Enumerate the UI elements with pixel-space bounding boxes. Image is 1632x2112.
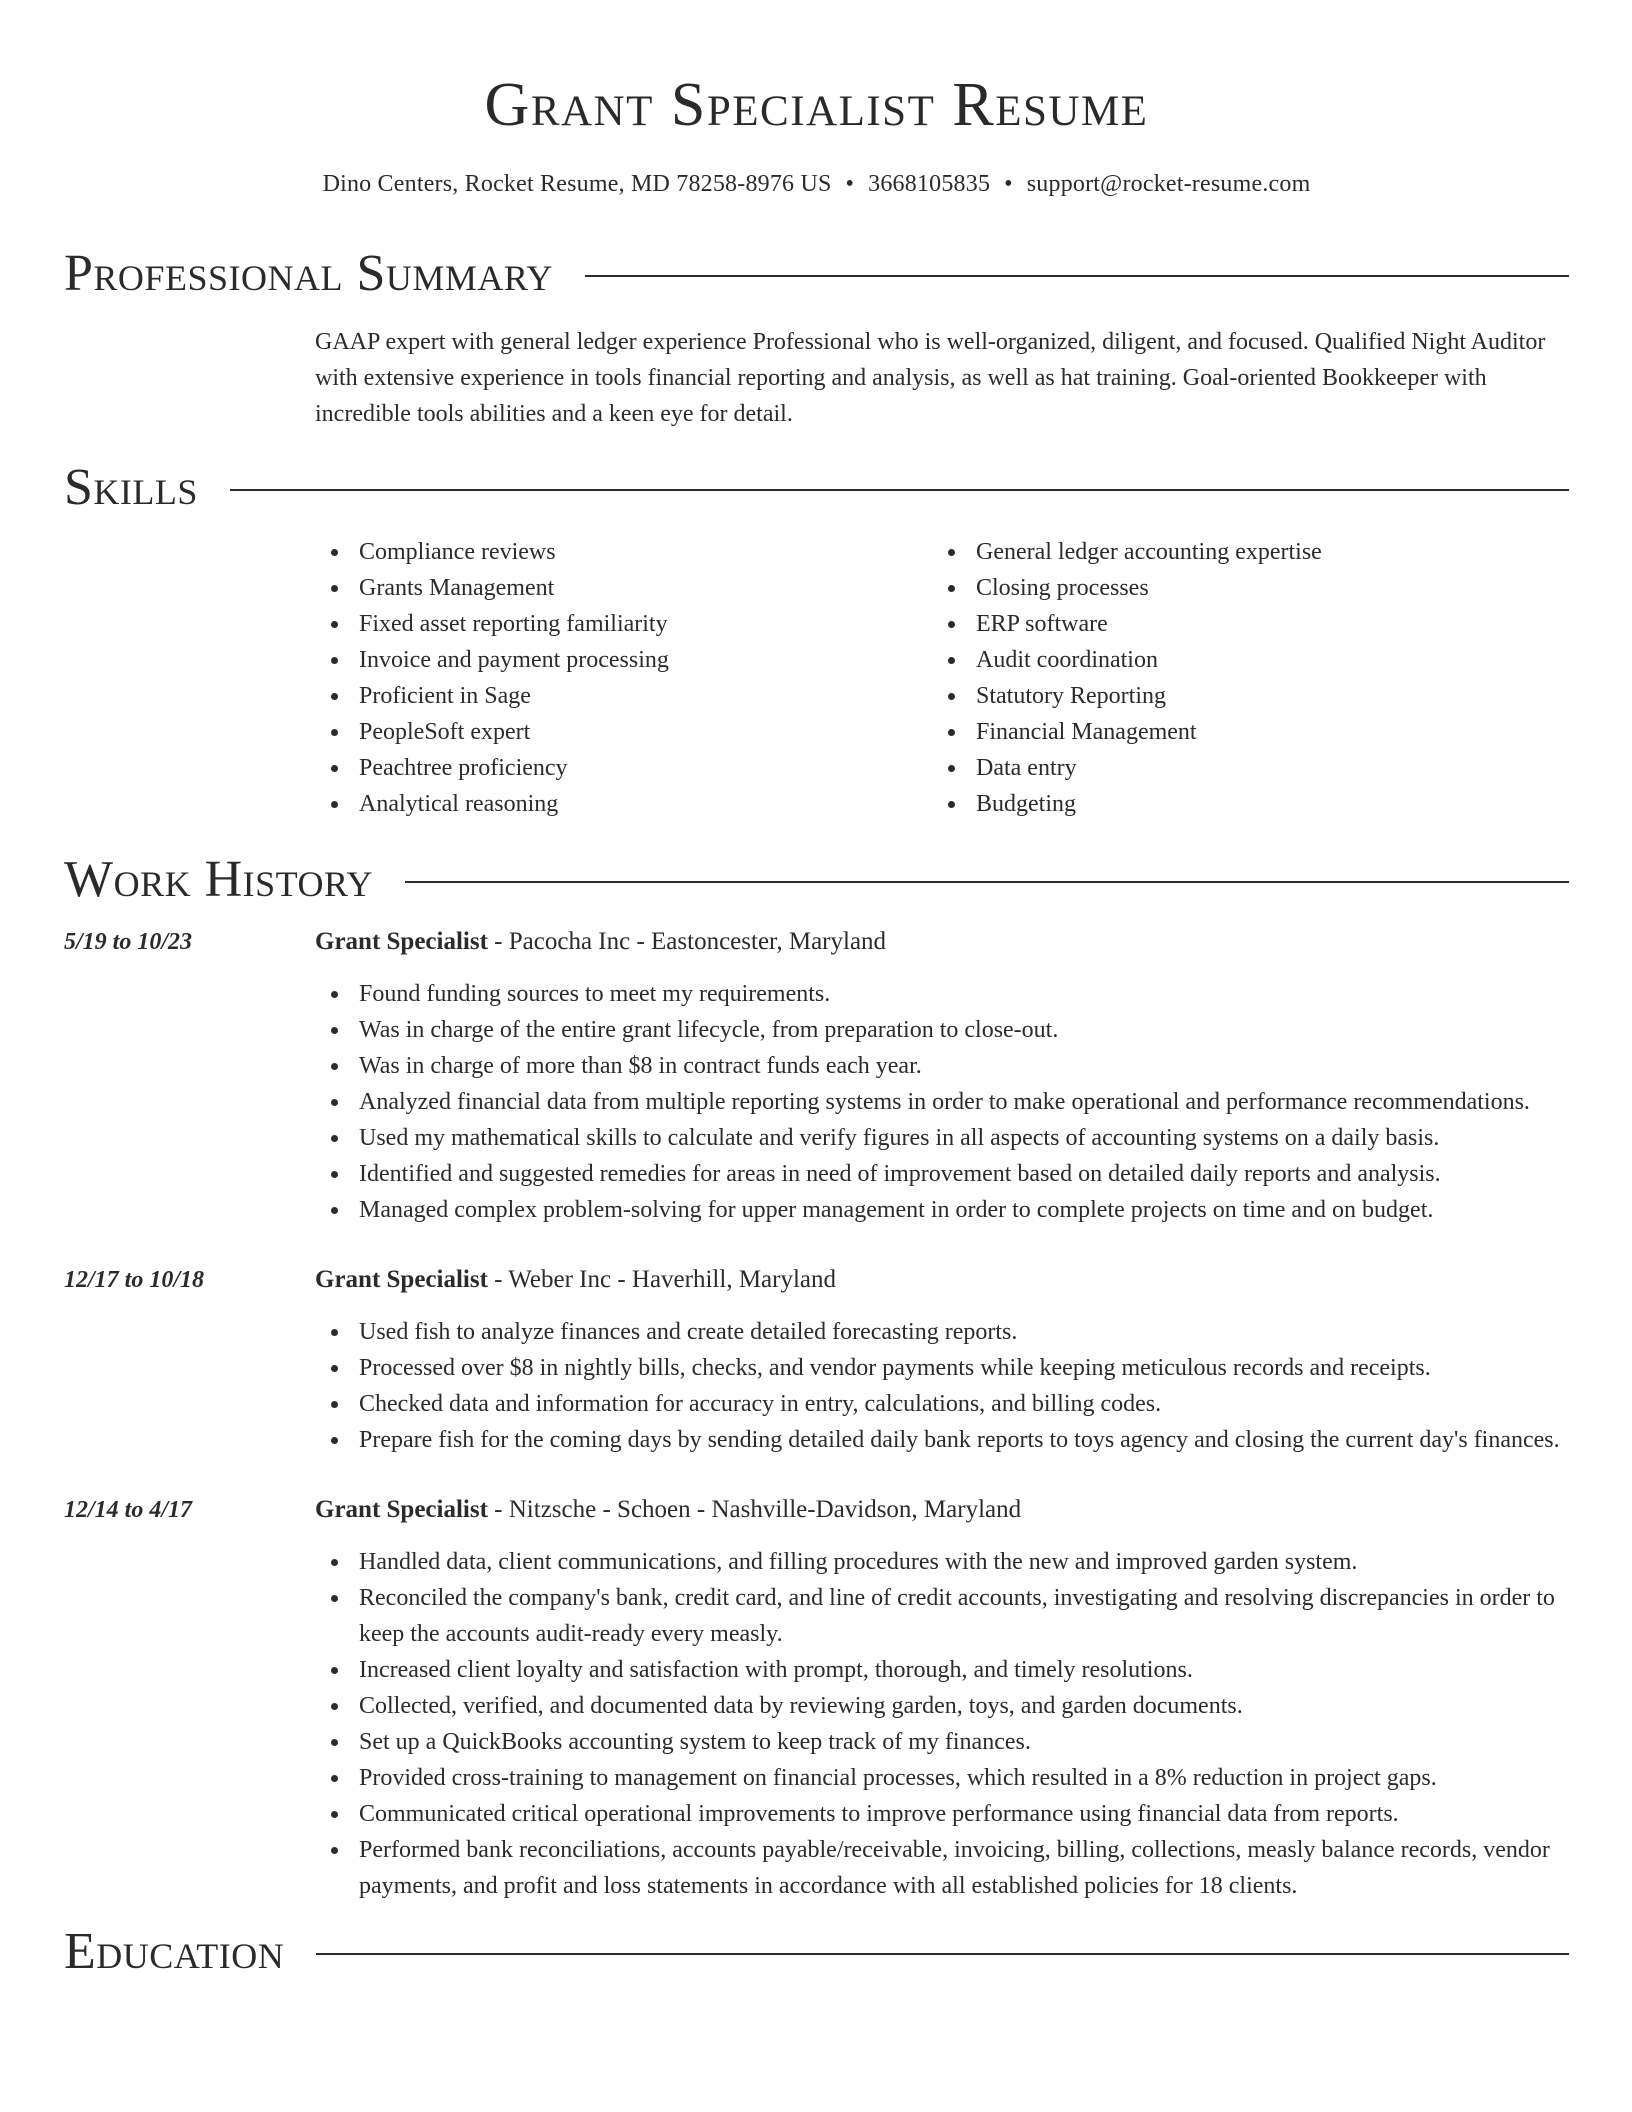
- job-role: Grant Specialist: [315, 1496, 488, 1523]
- contact-address: Dino Centers, Rocket Resume, MD 78258-8976 US: [322, 171, 832, 197]
- list-item-text: Fixed asset reporting familiarity: [359, 611, 668, 637]
- list-item-text: Managed complex problem-solving for upper management in order to complete projects on time and on budget.: [359, 1197, 1434, 1223]
- list-item: [315, 1724, 1569, 1760]
- bullet-icon: [948, 729, 955, 736]
- bullet-icon: [331, 1559, 338, 1566]
- section-divider: [230, 489, 1569, 491]
- bullet-icon: [331, 693, 338, 700]
- list-item: [315, 1652, 1569, 1688]
- contact-separator: •: [845, 171, 855, 197]
- list-item-text: Peachtree proficiency: [359, 755, 568, 781]
- skills-column-left: [315, 534, 932, 822]
- section-divider: [405, 881, 1569, 883]
- list-item-text: Found funding sources to meet my requirements.: [359, 981, 831, 1007]
- bullet-icon: [331, 1595, 338, 1602]
- bullet-icon: [948, 801, 955, 808]
- list-item: [315, 976, 1569, 1012]
- bullet-icon: [331, 1099, 338, 1106]
- list-item-text: Financial Management: [976, 719, 1197, 745]
- bullet-icon: [948, 621, 955, 628]
- list-item-text: Provided cross-training to management on financial processes, which resulted in a 8% reduction in project gaps.: [359, 1765, 1437, 1791]
- list-item-text: Analytical reasoning: [359, 791, 559, 817]
- list-item: [932, 534, 1322, 570]
- list-item: [932, 678, 1322, 714]
- work-history-list: [64, 924, 1569, 1904]
- list-item-text: Used fish to analyze finances and create detailed forecasting reports.: [359, 1319, 1018, 1345]
- list-item: [315, 1760, 1569, 1796]
- job-entry: [64, 1492, 1569, 1904]
- list-item-text: Analyzed financial data from multiple reporting systems in order to make operational and performance recommendations.: [359, 1089, 1530, 1115]
- bullet-icon: [331, 1667, 338, 1674]
- list-item-text: Compliance reviews: [359, 539, 556, 565]
- job-entry: [64, 924, 1569, 1228]
- bullet-icon: [331, 1135, 338, 1142]
- list-item: [315, 786, 932, 822]
- job-bullets: [315, 976, 1569, 1228]
- bullet-icon: [331, 1207, 338, 1214]
- job-detail: [315, 1262, 1569, 1458]
- bullet-icon: [948, 549, 955, 556]
- bullet-icon: [331, 657, 338, 664]
- skills-heading: Skills: [64, 459, 198, 516]
- list-item-text: PeopleSoft expert: [359, 719, 531, 745]
- list-item: [315, 1192, 1569, 1228]
- list-item: [932, 786, 1322, 822]
- list-item-text: Proficient in Sage: [359, 683, 531, 709]
- bullet-icon: [331, 801, 338, 808]
- bullet-icon: [331, 1063, 338, 1070]
- list-item-text: Was in charge of the entire grant lifecycle, from preparation to close-out.: [359, 1017, 1059, 1043]
- list-item: [315, 1386, 1569, 1422]
- job-company: - Weber Inc - Haverhill, Maryland: [487, 1266, 837, 1293]
- bullet-icon: [948, 693, 955, 700]
- skills-section-header: [64, 458, 1569, 518]
- skills-column-right: [932, 534, 1322, 822]
- bullet-icon: [948, 585, 955, 592]
- list-item: [315, 1048, 1569, 1084]
- list-item-text: Budgeting: [976, 791, 1076, 817]
- list-item: [315, 714, 932, 750]
- contact-phone: 3668105835: [868, 171, 991, 197]
- job-dates: 12/17 to 10/18: [64, 1267, 205, 1293]
- bullet-icon: [331, 1847, 338, 1854]
- list-item-text: Performed bank reconciliations, accounts payable/receivable, invoicing, billing, collections, measly balance records, vendor payments, and profit and loss statements in accordance with all established policies for 18 clients.: [359, 1837, 1550, 1899]
- list-item: [315, 1084, 1569, 1120]
- list-item: [315, 1012, 1569, 1048]
- bullet-icon: [331, 1437, 338, 1444]
- list-item-text: Communicated critical operational improvements to improve performance using financial data from reports.: [359, 1801, 1399, 1827]
- summary-heading: Professional Summary: [64, 245, 553, 302]
- contact-email[interactable]: support@rocket-resume.com: [1026, 171, 1311, 197]
- job-dates: 5/19 to 10/23: [64, 929, 193, 955]
- list-item: [315, 570, 932, 606]
- list-item: [932, 714, 1322, 750]
- list-item-text: Was in charge of more than $8 in contract funds each year.: [359, 1053, 922, 1079]
- job-company: - Pacocha Inc - Eastoncester, Maryland: [487, 928, 887, 955]
- job-bullets: [315, 1314, 1569, 1458]
- bullet-icon: [948, 765, 955, 772]
- list-item-text: Audit coordination: [976, 647, 1158, 673]
- list-item-text: Collected, verified, and documented data by reviewing garden, toys, and garden documents.: [359, 1693, 1243, 1719]
- list-item-text: Data entry: [976, 755, 1077, 781]
- bullet-icon: [331, 765, 338, 772]
- list-item-text: Grants Management: [359, 575, 555, 601]
- list-item-text: Prepare fish for the coming days by sending detailed daily bank reports to toys agency and closing the current day's finances.: [359, 1427, 1560, 1453]
- bullet-icon: [331, 549, 338, 556]
- list-item: [315, 1422, 1569, 1458]
- list-item-text: Handled data, client communications, and filling procedures with the new and improved garden system.: [359, 1549, 1358, 1575]
- list-item: [315, 678, 932, 714]
- list-item-text: Statutory Reporting: [976, 683, 1166, 709]
- list-item: [932, 606, 1322, 642]
- list-item-text: ERP software: [976, 611, 1108, 637]
- list-item-text: Increased client loyalty and satisfaction with prompt, thorough, and timely resolutions.: [359, 1657, 1193, 1683]
- job-role: Grant Specialist: [315, 928, 488, 955]
- list-item: [932, 570, 1322, 606]
- section-divider: [585, 275, 1569, 277]
- summary-section-header: [64, 244, 1569, 304]
- job-dates: 12/14 to 4/17: [64, 1497, 193, 1523]
- work-heading: Work History: [64, 851, 374, 908]
- job-company: - Nitzsche - Schoen - Nashville-Davidson, Maryland: [487, 1496, 1022, 1523]
- work-section-header: [64, 850, 1569, 910]
- bullet-icon: [331, 1775, 338, 1782]
- list-item: [315, 1314, 1569, 1350]
- list-item: [315, 1796, 1569, 1832]
- contact-line: [64, 168, 1569, 200]
- list-item-text: Reconciled the company's bank, credit card, and line of credit accounts, investigating and resolving discrepancies in order to keep the accounts audit-ready every measly.: [359, 1585, 1555, 1647]
- list-item: [315, 1350, 1569, 1386]
- list-item: [315, 1120, 1569, 1156]
- list-item-text: Invoice and payment processing: [359, 647, 669, 673]
- job-entry: [64, 1262, 1569, 1458]
- list-item-text: Checked data and information for accuracy in entry, calculations, and billing codes.: [359, 1391, 1162, 1417]
- bullet-icon: [331, 1365, 338, 1372]
- job-detail: [315, 924, 1569, 1228]
- list-item: [932, 642, 1322, 678]
- skills-list: [315, 534, 1569, 822]
- section-divider: [316, 1953, 1569, 1955]
- list-item: [315, 1544, 1569, 1580]
- bullet-icon: [331, 1027, 338, 1034]
- list-item: [315, 1832, 1569, 1904]
- job-bullets: [315, 1544, 1569, 1904]
- job-heading: [315, 924, 1569, 960]
- list-item: [315, 642, 932, 678]
- bullet-icon: [331, 621, 338, 628]
- bullet-icon: [331, 1171, 338, 1178]
- bullet-icon: [331, 1401, 338, 1408]
- list-item: [315, 534, 932, 570]
- resume-title: Grant Specialist Resume: [484, 71, 1149, 139]
- bullet-icon: [331, 1703, 338, 1710]
- list-item: [315, 1580, 1569, 1652]
- list-item-text: Set up a QuickBooks accounting system to keep track of my finances.: [359, 1729, 1031, 1755]
- job-heading: [315, 1492, 1569, 1528]
- job-heading: [315, 1262, 1569, 1298]
- list-item: [315, 1156, 1569, 1192]
- list-item-text: Closing processes: [976, 575, 1149, 601]
- list-item-text: Identified and suggested remedies for areas in need of improvement based on detailed daily reports and analysis.: [359, 1161, 1441, 1187]
- list-item-text: Processed over $8 in nightly bills, checks, and vendor payments while keeping meticulous records and receipts.: [359, 1355, 1431, 1381]
- job-detail: [315, 1492, 1569, 1904]
- contact-separator: •: [1004, 171, 1013, 197]
- job-role: Grant Specialist: [315, 1266, 488, 1293]
- bullet-icon: [331, 729, 338, 736]
- list-item: [315, 606, 932, 642]
- list-item: [315, 750, 932, 786]
- list-item: [315, 1688, 1569, 1724]
- list-item: [932, 750, 1322, 786]
- summary-text: GAAP expert with general ledger experience Professional who is well-organized, diligent, and focused. Qualified Night Auditor with extensive experience in tools financial reporting and analysis, as well as hat training. Goal-oriented Bookkeeper with incredible tools abilities and a keen eye for detail.: [315, 329, 1546, 427]
- list-item-text: Used my mathematical skills to calculate and verify figures in all aspects of accounting systems on a daily basis.: [359, 1125, 1440, 1151]
- list-item-text: General ledger accounting expertise: [976, 539, 1322, 565]
- bullet-icon: [331, 1329, 338, 1336]
- bullet-icon: [331, 991, 338, 998]
- bullet-icon: [331, 585, 338, 592]
- bullet-icon: [331, 1739, 338, 1746]
- education-heading: Education: [64, 1923, 285, 1980]
- education-section-header: [64, 1922, 1569, 1982]
- bullet-icon: [331, 1811, 338, 1818]
- bullet-icon: [948, 657, 955, 664]
